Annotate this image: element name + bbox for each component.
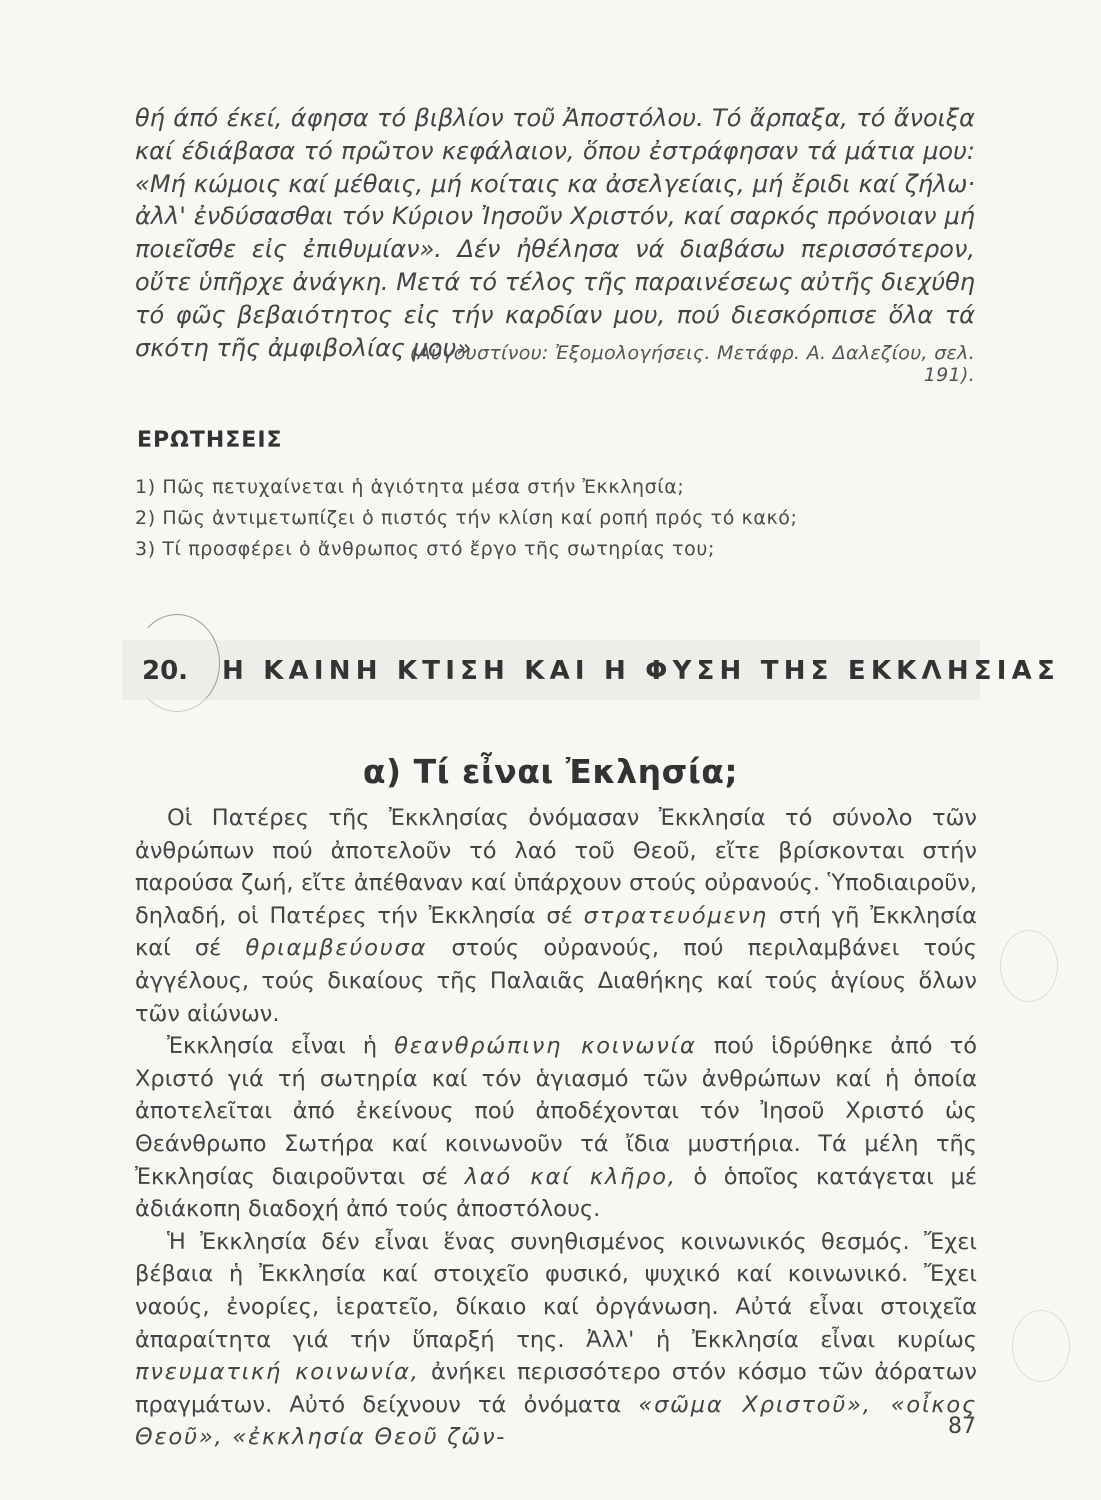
body-text	[135, 802, 977, 1454]
paragraph	[135, 1030, 977, 1226]
question-item: 2) Πῶς ἀντιμετωπίζει ὁ πιστός τήν κλίση καί ροπή πρός τό κακό;	[135, 507, 798, 529]
text-run: ἀνήκει περισσότερο στόν κόσμο τῶν ἀόρατων πραγμάτων. Αὐτό δείχνουν τά ὀνόματα	[135, 1359, 977, 1418]
question-item: 1) Πῶς πετυχαίνεται ἡ ἁγιότητα μέσα στήν Ἐκκλησία;	[135, 476, 685, 498]
emphasis: θεανθρώπινη κοινωνία	[394, 1033, 697, 1060]
quote-citation: (Αὐγουστίνου: Ἐξομολογήσεις. Μετάφρ. Α. Δαλεζίου, σελ. 191).	[409, 342, 975, 386]
paragraph	[135, 802, 977, 1030]
paragraph	[135, 1226, 977, 1454]
emphasis: λαό καί κλῆρο,	[464, 1163, 677, 1190]
text-run: στή γῆ Ἐκκλησία καί σέ	[135, 902, 978, 962]
section-title: α) Τί εἶναι Ἐκλησία;	[362, 752, 739, 791]
margin-pencil-mark	[1000, 930, 1058, 1002]
questions-heading: ΕΡΩΤΗΣΕΙΣ	[137, 428, 283, 453]
questions-list	[135, 472, 975, 565]
text-run: ὁ ὁποῖος κατάγεται μέ ἀδιάκοπη διαδοχή ἀπό τούς ἀποστόλους.	[135, 1163, 977, 1223]
chapter-number: 20.	[142, 656, 189, 686]
question-item: 3) Τί προσφέρει ὁ ἄνθρωπος στό ἔργο τῆς σωτηρίας του;	[135, 538, 715, 560]
quote-text: θή άπό έκεί, άφησα τό βιβλίον τοῦ Ἀποστόλου. Τό ἄρπαξα, τό ἄνοιξα καί έδιάβασα τό πρῶτον κεφάλαιον, ὅπου ἐστράφησαν τά μάτια μου: «Μή κώμοις καί μέθαις, μή κοίταις κα ἀσελγείαις, μή ἔριδι καί ζήλω· ἀλλ' ἐνδύσασθαι τόν Κύριον Ἰησοῦν Χριστόν, καί σαρκός πρόνοιαν μή ποιεῖσθε εἰς ἐπιθυμίαν». Δέν ἠθέλησα νά διαβάσω περισσότερον, οὔτε ὑπῆρχε ἀνάγκη. Μετά τό τέλος τῆς παραινέσεως αὐτῆς διεχύθη τό φῶς βεβαιότητος εἰς τήν καρδίαν μου, πού διεσκόρπισε ὅλα τά σκότη τῆς ἀμφιβολίας μου»	[135, 104, 975, 362]
emphasis: στρατευόμενη	[583, 902, 768, 929]
text-run: στούς οὐρανούς, πού περιλαμβάνει τούς ἀγγέλους, τούς δικαίους τῆς Παλαιᾶς Διαθήκης καί τούς ἁγίους ὅλων τῶν αἰώνων.	[135, 935, 978, 1027]
margin-pencil-mark	[1012, 1310, 1070, 1382]
chapter-title: Η ΚΑΙΝΗ ΚΤΙΣΗ ΚΑΙ Η ΦΥΣΗ ΤΗΣ ΕΚΚΛΗΣΙΑΣ	[222, 656, 1060, 686]
text-run: πού ἱδρύθηκε ἀπό τό Χριστό γιά τή σωτηρία καί τόν ἁγιασμό τῶν ἀνθρώπων καί ἡ ὁποία ἀποτελεῖται ἀπό ἐκείνους πού ἀποδέχονται τόν Ἰησοῦ Χριστό ὡς Θεάνθρωπο Σωτήρα καί κοινωνοῦν τά ἴδια μυστήρια. Τά μέλη τῆς Ἐκκλησίας διαιροῦνται σέ	[135, 1033, 978, 1190]
text-run: Οἱ Πατέρες τῆς Ἐκκλησίας ὀνόμασαν Ἐκκλησία τό σύνολο τῶν ἀνθρώπων πού ἀποτελοῦν τό λαό τοῦ Θεοῦ, εἴτε βρίσκονται στήν παρούσα ζωή, εἴτε ἀπέθαναν καί ὑπάρχουν στούς οὐρανούς. Ὑποδιαιροῦν, δηλαδή, οἱ Πατέρες τήν Ἐκκλησία σέ	[135, 805, 977, 929]
page-number: 87	[948, 1414, 976, 1439]
emphasis: θριαμβεύουσα	[245, 935, 428, 962]
emphasis: πνευματική κοινωνία,	[135, 1359, 420, 1386]
augustine-quote	[135, 102, 975, 364]
text-run: Ἐκκλησία εἶναι ἡ	[167, 1033, 378, 1060]
emphasis: «σῶμα Χριστοῦ», «οἶκος Θεοῦ», «ἐκκλησία Θεοῦ ζῶν-	[135, 1391, 977, 1451]
text-run: Ἡ Ἐκκλησία δέν εἶναι ἕνας συνηθισμένος κοινωνικός θεσμός. Ἔχει βέβαια ἡ Ἐκκλησία καί στοιχεῖο φυσικό, ψυχικό καί κοινωνικό. Ἔχει ναούς, ἐνορίες, ἱερατεῖο, δίκαιο καί ὀργάνωση. Αὐτά εἶναι στοιχεῖα ἀπαραίτητα γιά τήν ὕπαρξή της. Ἀλλ' ἡ Ἐκκλησία εἶναι κυρίως	[135, 1228, 977, 1353]
